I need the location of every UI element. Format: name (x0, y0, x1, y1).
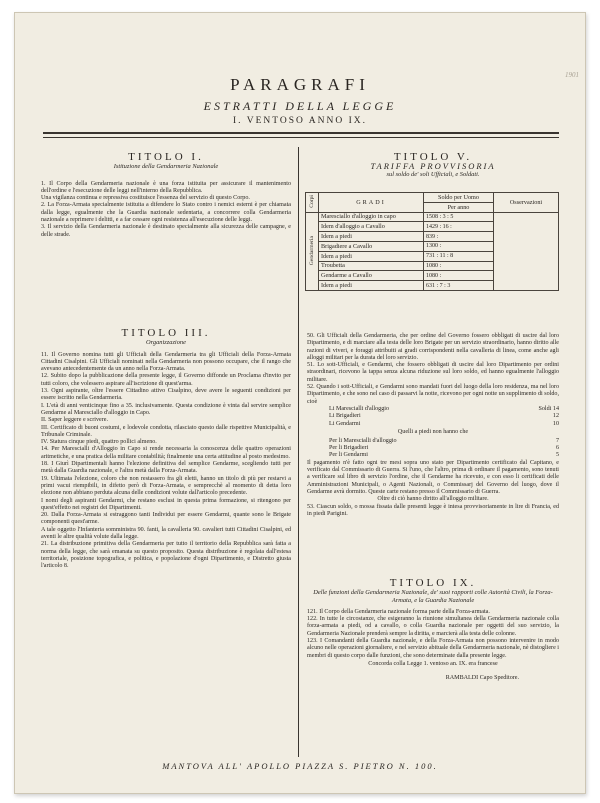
column-header-gradi: GRADI (319, 193, 424, 213)
document-title: PARAGRAFI (230, 75, 370, 94)
grade-cell: Idem a piedi (319, 281, 424, 291)
grade-cell: Idem a piedi (319, 232, 424, 242)
night-pay-table (307, 406, 559, 460)
paragraph: III. Certificato di buoni costumi, e lodevole condotta, rilasciato questo dalle rispettive Municipalità, e Tribunale Criminale. (41, 424, 291, 438)
closing-line: Concorda colla Legge 1. ventoso an. IX. era francese (368, 660, 498, 667)
column-header-per-anno: Per anno (424, 202, 494, 212)
column-header-osservazioni: Osservazioni (494, 193, 559, 213)
paragraph: Una vigilanza continua e repressiva costituisce l'essenza del servizio di questo Corpo. (41, 195, 250, 202)
section-subtitle: Delle funzioni della Gendarmeria Nazionale, de' suoi rapporti colle Autorità Civili, la Forza-Armata, e la Guardia Nazionale (313, 589, 553, 604)
paragraph: 52. Quando i sott-Ufficiali, e Gendarmi sono mandati fuori del luogo della loro residenza, ma nel loro Dipartimento, e che sono nel caso di passarvi la notte, ricevono per ogni notte un supplimento di soldo, cioè (307, 384, 559, 405)
grade-cell: Troubetta (319, 261, 424, 271)
grade-cell: Idem a piedi (319, 251, 424, 261)
pay-cell: 731 : 11 : 8 (424, 251, 494, 261)
section-titolo-iii (41, 327, 291, 571)
header-rule-bottom (43, 137, 559, 138)
paragraph: 121. Il Corpo della Gendarmeria nazionale forma parte della Forza-armata. (307, 608, 490, 615)
paragraph: 19. Ultimata l'elezione, coloro che non restassero fra gli eletti, hanno un titolo di più per restarvi a primi vacui riempibili, in difetto però di Forza-Armata, e semprecchè al momento di detta loro elezione non abbiano perduta alcuna delle condizioni volute dall'articolo precedente. (41, 475, 291, 497)
paragraph: A tale oggetto l'Infanteria somministra 90. fanti, la cavalleria 90. cavalieri tutti Cittadini Cisalpini, ed aventi le altre qualità volute dalla legge. (41, 526, 291, 541)
section-titolo-v (307, 151, 559, 178)
section-titolo-i (41, 151, 291, 239)
section-title: TITOLO IX. (389, 577, 477, 589)
header-rule-top (43, 132, 559, 134)
grade-cell: Maresciallo d'alloggio in capo (319, 212, 424, 222)
pay-row: Li Brigadieri 12 (329, 413, 559, 420)
pay-row: Li Marescialli d'alloggio Soldi 14 (329, 405, 559, 412)
paragraph: 2. La Forza-Armata specialmente istituita a difendere lo Stato contro i nemici esterni è per chiamata dalla legge, egualmente che la Guardia nazionale sedentaria, a concorrere colla Gendarmeria nazionale a reprimere i delitti, e a far cessare ogni resistenza all'esecuzione delle leggi. (41, 202, 291, 224)
pay-row: Per li Gendarmi 5 (329, 452, 559, 459)
paragraph: I nomi degli aspiranti Gendarmi, che restano esclusi in questa prima formazione, si ritengono per quest'effetto nei registri dei Dipartimenti. (41, 497, 291, 511)
pay-category-row: Quelli a piedi non hanno che (397, 429, 469, 436)
pay-cell: 1508 : 3 : 5 (424, 212, 494, 222)
column-divider (298, 147, 299, 757)
signature: RAMBALDI Capo Speditore. (445, 675, 519, 682)
paragraph: 51. Lo sott-Ufficiali, e Gendarmi, che fossero obbligati di uscire dal loro Dipartimento per ordini straordinari, ricevono la tappa senza alcuna riduzione sul loro soldo, ed hanno egualmente l'alloggio militare. (307, 362, 559, 383)
paragraph: 14. Per Marescialli d'Alloggio in Capo si rende necessaria la conoscenza delle quattro operazioni aritmetiche, e una pratica della militare contabilità; finalmente una certa attitudine al posto medesimo. (41, 446, 291, 460)
corps-cell: Gendarmeria (306, 212, 319, 290)
printer-footer: MANTOVA ALL' APOLLO PIAZZA S. PIETRO N. 100. (162, 761, 438, 771)
paragraph: 50. Gli Ufficiali della Gendarmeria, che per ordine del Governo fossero obbligati di uscire dal loro Dipartimento, e di marciare alla testa delle loro Brigate per un servizio straordinario, hanno diritto alle razioni di viveri, e foraggi attribuiti ai gradi corrispondenti nella cavalleria di linea, come anche agli alloggi militari per la durata del loro servizio. (307, 333, 559, 361)
paragraph: 20. Dalla Forza-Armata si estraggono tanti Individui per essere Gendarmi, quante sono le Brigate componenti quest'arme. (41, 512, 291, 526)
paragraph: Il pagamento n'è fatto ogni tre mesi sopra uno stato per Dipartimento certificato dal Capitano, e verificato dal Commissario di Guerra. Si l'uno, che l'altro, prima di ordinare il pagamento, sono tenuti a verificare sul libro di servizio l'ordine, che il Gendarme ha ricevuto, e con esso li certificati delle Amministrazioni Municipali, o Agenti Nazionali, o Commissarj del Governo del luogo, dove il Gendarme avrà dormito. Queste carte restano presso il Commissario di Guerra. (307, 459, 559, 495)
paragraph: 123. I Comandanti della Guardia nazionale, e della Forza-Armata non possono intervenire in modo alcuno nelle operazioni giornaliere, e nel servizio abituale della Gendarmeria nazionale, nè distogliere i membri di questo corpo dalle funzioni, che sono determinate dalla presente legge. (307, 638, 559, 659)
pay-cell: 1429 : 16 : (424, 222, 494, 232)
paragraph: IV. Statura cinque piedi, quattro pollici almeno. (41, 439, 157, 446)
pay-row: Li Gendarmi 10 (329, 420, 559, 427)
pay-cell: 631 : 7 : 3 (424, 281, 494, 291)
document-date-line: I. VENTOSO ANNO IX. (233, 116, 367, 126)
pay-row: Per li Brigadieri 6 (329, 445, 559, 451)
paragraph: 18. I Giurì Dipartimentali hanno l'elezione definitiva del semplice Gendarme, scegliendo tutti per metà dalla Guardia nazionale, e l'altra metà dalla Forza-Armata. (41, 461, 291, 475)
section-title: TITOLO I. (128, 151, 204, 163)
document-sheet (14, 12, 586, 794)
pay-cell: 1080 : (424, 261, 494, 271)
paragraph: 1. Il Corpo della Gendarmeria nazionale è una forza istituita per assicurare il mantenimento dell'ordine e l'esecuzione delle leggi nell'interno della Repubblica. (41, 180, 291, 194)
tariff-table (305, 192, 559, 291)
table-row (306, 212, 559, 222)
section-subtitle: Organizzazione (146, 339, 186, 347)
paragraph: 3. Il servizio della Gendarmeria nazionale è destinato specialmente alla sicurezza delle campagne, e delle strade. (41, 224, 291, 238)
pay-cell: 1080 : (424, 271, 494, 281)
paragraph: Oltre di ciò hanno diritto all'alloggio militare. (377, 496, 489, 503)
paragraph: II. Saper leggere e scrivere. (41, 417, 108, 424)
paragraph: 12. Subito dopo la pubblicazione della presente legge, il Governo diffonde un Proclama d'invito per tutti coloro, che volessero aspirare all'iscrizione di quest'arma. (41, 373, 291, 387)
column-header-corpi: Corpi (306, 193, 319, 213)
observations-cell (494, 212, 559, 290)
grade-cell: Brigadiere a Cavallo (319, 241, 424, 251)
section-titolo-ix (307, 577, 559, 683)
paragraph: 122. In tutte le circostanze, che esigeranno la riunione simultanea della Gendarmeria nazionale colla forza-armata a piedi, od a cavallo, o colla Guardia nazionale per oggetti del suo servizio, la Gendarmeria Nazionale prenderà sempre la diritta, e marcierà alla testa delle colonne. (307, 616, 559, 637)
tariff-title: TARIFFA PROVVISORIA (370, 161, 496, 172)
pay-cell: 1300 : (424, 241, 494, 251)
pay-row: Per li Marescialli d'alloggio 7 (329, 437, 559, 444)
paragraph: 53. Ciascun soldo, o mossa fissata dalle presenti legge è intesa provvisoriamente in lire di Francia, ed in piedi Parigini. (307, 503, 559, 517)
paragraph: 11. Il Governo nomina tutti gli Ufficiali della Gendarmeria tra gli Ufficiali della Forza-Armata Cittadini Cisalpini. Gli Ufficiali nominati nella Gendarmeria non possono occupare, che il rango che avevano antecedentemente da un anno nella Forza-Armata. (41, 351, 291, 373)
grade-cell: Gendarme a Cavallo (319, 271, 424, 281)
section-title: TITOLO V. (393, 151, 473, 163)
section-titolo-v-articles (307, 333, 559, 518)
paragraph: I. L'età di anni venticinque fino a 35. inclusivamente. Questa condizione è vinta dal servire semplice Gendarme al Maresciallo d'alloggio in Capo. (41, 402, 291, 416)
pay-cell: 839 : (424, 232, 494, 242)
pencil-note: 1901 (565, 71, 579, 79)
paragraph: 13. Ogni aspirante, oltre l'essere Cittadino attivo Cisalpino, deve avere le seguenti condizioni per essere iscritto nella Gendarmeria. (41, 388, 291, 402)
section-title: TITOLO III. (121, 327, 211, 339)
grade-cell: Idem d'alloggio a Cavallo (319, 222, 424, 232)
tariff-caption: sul soldo de' soli Ufficiali, e Soldati. (386, 170, 480, 178)
section-subtitle: Istituzione della Gendarmeria Nazionale (113, 163, 219, 171)
column-header-soldo: Soldo per Uomo (424, 193, 494, 203)
paragraph: 21. La distribuzione primitiva della Gendarmeria per tutto il territorio della Repubblica sarà fatta a norma della legge, che sarà emanata su questo proposito. Questa distribuzione è regolata dall'estesa territoriale, posizione topografica, e politica, e popolazione d'ogni Dipartimento, e Distretto giusta l'articolo 8. (41, 541, 291, 570)
table-header-row (306, 193, 559, 203)
document-subtitle: ESTRATTI DELLA LEGGE (203, 99, 397, 113)
